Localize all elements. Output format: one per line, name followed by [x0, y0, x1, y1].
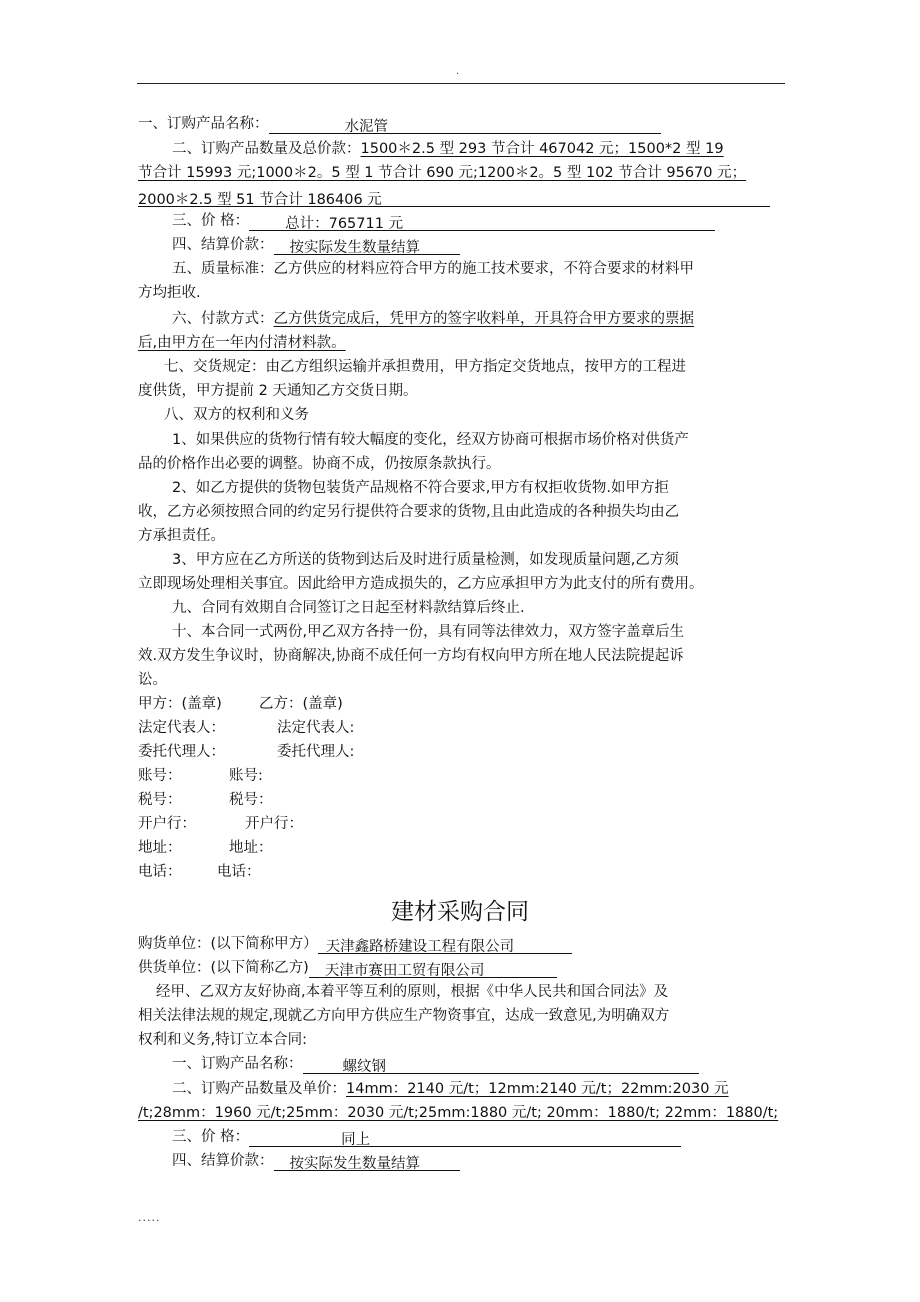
seller-value: 天津市赛田工贸有限公司 [324, 963, 485, 979]
price-value: 总计：765711 元 [285, 216, 404, 232]
rights-item-3-cont: 立即现场处理相关事宜。因此给甲方造成损失的，乙方应承担甲方为此支付的所有费用。 [138, 576, 704, 592]
rights-item-2-cont2: 方承担责任。 [138, 528, 225, 544]
clause-quality-cont: 方均拒收. [138, 285, 201, 301]
buyer-value: 天津鑫路桥建设工程有限公司 [325, 939, 515, 955]
c2-quantity [172, 1079, 729, 1099]
tax-b: 税号： [229, 792, 273, 808]
clause-rights-heading: 八、双方的权利和义务 [164, 407, 309, 423]
address-a: 地址： [138, 840, 182, 856]
quantity-continued-2 [138, 187, 770, 207]
rights-item-3: 3、甲方应在乙方所送的货物到达后及时进行质量检测，如发现质量问题,乙方须 [172, 552, 679, 568]
c2-price [172, 1127, 681, 1147]
price-field [249, 214, 715, 231]
phone-b: 电话： [217, 864, 261, 880]
c2-product-name [172, 1054, 699, 1074]
clause-label: 三、价 格： [172, 1129, 250, 1145]
quantity-line-value: 2000＊2.5 型 51 节合计 186406 元 [138, 192, 382, 208]
legal-rep-a: 法定代表人： [138, 720, 225, 736]
clause-copies: 十、本合同一式两份,甲乙双方各持一份，具有同等法律效力，双方签字盖章后生 [172, 624, 685, 640]
contract-title: 建材采购合同 [391, 899, 529, 925]
c2-price-value: 同上 [341, 1132, 371, 1148]
quantity-continued-1: 节合计 15993 元;1000＊2。5 型 1 节合计 690 元;1200＊2。5 型 102 节合计 95670 元； [138, 165, 747, 181]
clause-price [172, 211, 715, 231]
clause-label: 三、价 格： [172, 213, 250, 229]
clause-delivery-cont: 度供货，甲方提前 2 天通知乙方交货日期。 [138, 383, 418, 399]
buyer-field [318, 937, 572, 954]
payment-value: 乙方供货完成后，凭甲方的签字收料单，开具符合甲方要求的票据 [273, 311, 694, 327]
clause-label: 二、订购产品数量及单价： [172, 1081, 346, 1097]
header-dot: . [456, 66, 460, 77]
settlement-value: 按实际发生数量结算 [289, 240, 420, 256]
bank-a: 开户行： [138, 816, 196, 832]
page-footer: ..... [138, 1211, 161, 1224]
clause-product-name [138, 114, 661, 134]
seller-line [138, 958, 557, 978]
quantity-value: 1500＊2.5 型 293 节合计 467042 元；1500*2 型 19 [360, 141, 724, 157]
rights-item-1-cont: 品的价格作出必要的调整。协商不成，仍按原条款执行。 [138, 456, 501, 472]
clause-label: 二、订购产品数量及总价款： [172, 141, 361, 157]
c2-settlement-field [274, 1154, 460, 1171]
clause-label: 四、结算价款： [172, 1153, 274, 1169]
product-name-field [269, 117, 661, 134]
settlement-field [274, 238, 460, 255]
c2-product-value: 螺纹钢 [342, 1059, 386, 1075]
clause-label: 一、订购产品名称： [172, 1056, 303, 1072]
buyer-label: 购货单位：(以下简称甲方） [138, 936, 318, 952]
party-b-seal: 乙方：(盖章) [259, 696, 343, 712]
rights-item-2: 2、如乙方提供的货物包装货产品规格不符合要求,甲方有权拒收货物.如甲方拒 [172, 480, 669, 496]
intro-2: 相关法律法规的规定,现就乙方向甲方供应生产物资事宜，达成一致意见,为明确双方 [138, 1008, 670, 1024]
clause-copies-cont: 效.双方发生争议时，协商解决,协商不成任何一方均有权向甲方所在地人民法院提起诉 [138, 648, 684, 664]
agent-b: 委托代理人: [277, 744, 355, 760]
quantity-line-field [138, 190, 770, 207]
c2-quantity-cont: /t;28mm：1960 元/t;25mm：2030 元/t;25mm:1880 元/t; 20mm：1880/t; 22mm：1880/t; [138, 1105, 779, 1121]
c2-price-field [249, 1130, 681, 1147]
clause-delivery: 七、交货规定：由乙方组织运输并承担费用，甲方指定交货地点，按甲方的工程进 [164, 359, 686, 375]
account-a: 账号： [138, 768, 182, 784]
clause-label: 六、付款方式： [172, 311, 274, 327]
seller-label: 供货单位：(以下简称乙方) [138, 960, 309, 976]
header-rule [137, 83, 785, 84]
rights-item-2-cont: 收，乙方必须按照合同的约定另行提供符合要求的货物,且由此造成的各种损失均由乙 [138, 504, 680, 520]
product-name-value: 水泥管 [344, 119, 388, 135]
phone-a: 电话： [138, 864, 182, 880]
c2-product-field [303, 1057, 699, 1074]
party-a-seal: 甲方：(盖章) [138, 696, 222, 712]
clause-quality: 五、质量标准：乙方供应的材料应符合甲方的施工技术要求，不符合要求的材料甲 [172, 261, 694, 277]
agent-a: 委托代理人： [138, 744, 225, 760]
account-b: 账号: [229, 768, 263, 784]
clause-label: 一、订购产品名称： [138, 116, 269, 132]
clause-payment [172, 309, 694, 329]
c2-settlement [172, 1151, 460, 1171]
rights-item-1: 1、如果供应的货物行情有较大幅度的变化，经双方协商可根据市场价格对供货产 [172, 432, 689, 448]
c2-settlement-value: 按实际发生数量结算 [289, 1156, 420, 1172]
clause-validity: 九、合同有效期自合同签订之日起至材料款结算后终止. [172, 600, 525, 616]
address-b: 地址： [229, 840, 273, 856]
clause-payment-cont: 后,由甲方在一年内付清材料款。 [138, 335, 346, 351]
bank-b: 开户行： [245, 816, 303, 832]
clause-copies-cont2: 讼。 [138, 672, 167, 688]
clause-quantity [172, 139, 724, 159]
seller-field [309, 961, 557, 978]
clause-settlement [172, 235, 460, 255]
intro-3: 权利和义务,特订立本合同: [138, 1032, 307, 1048]
tax-a: 税号： [138, 792, 182, 808]
intro-1: 经甲、乙双方友好协商,本着平等互利的原则，根据《中华人民共和国合同法》及 [156, 984, 669, 1000]
clause-label: 四、结算价款： [172, 237, 274, 253]
buyer-line [138, 934, 572, 954]
c2-quantity-value: 14mm：2140 元/t；12mm:2140 元/t；22mm:2030 元 [346, 1081, 729, 1097]
legal-rep-b: 法定代表人: [277, 720, 355, 736]
